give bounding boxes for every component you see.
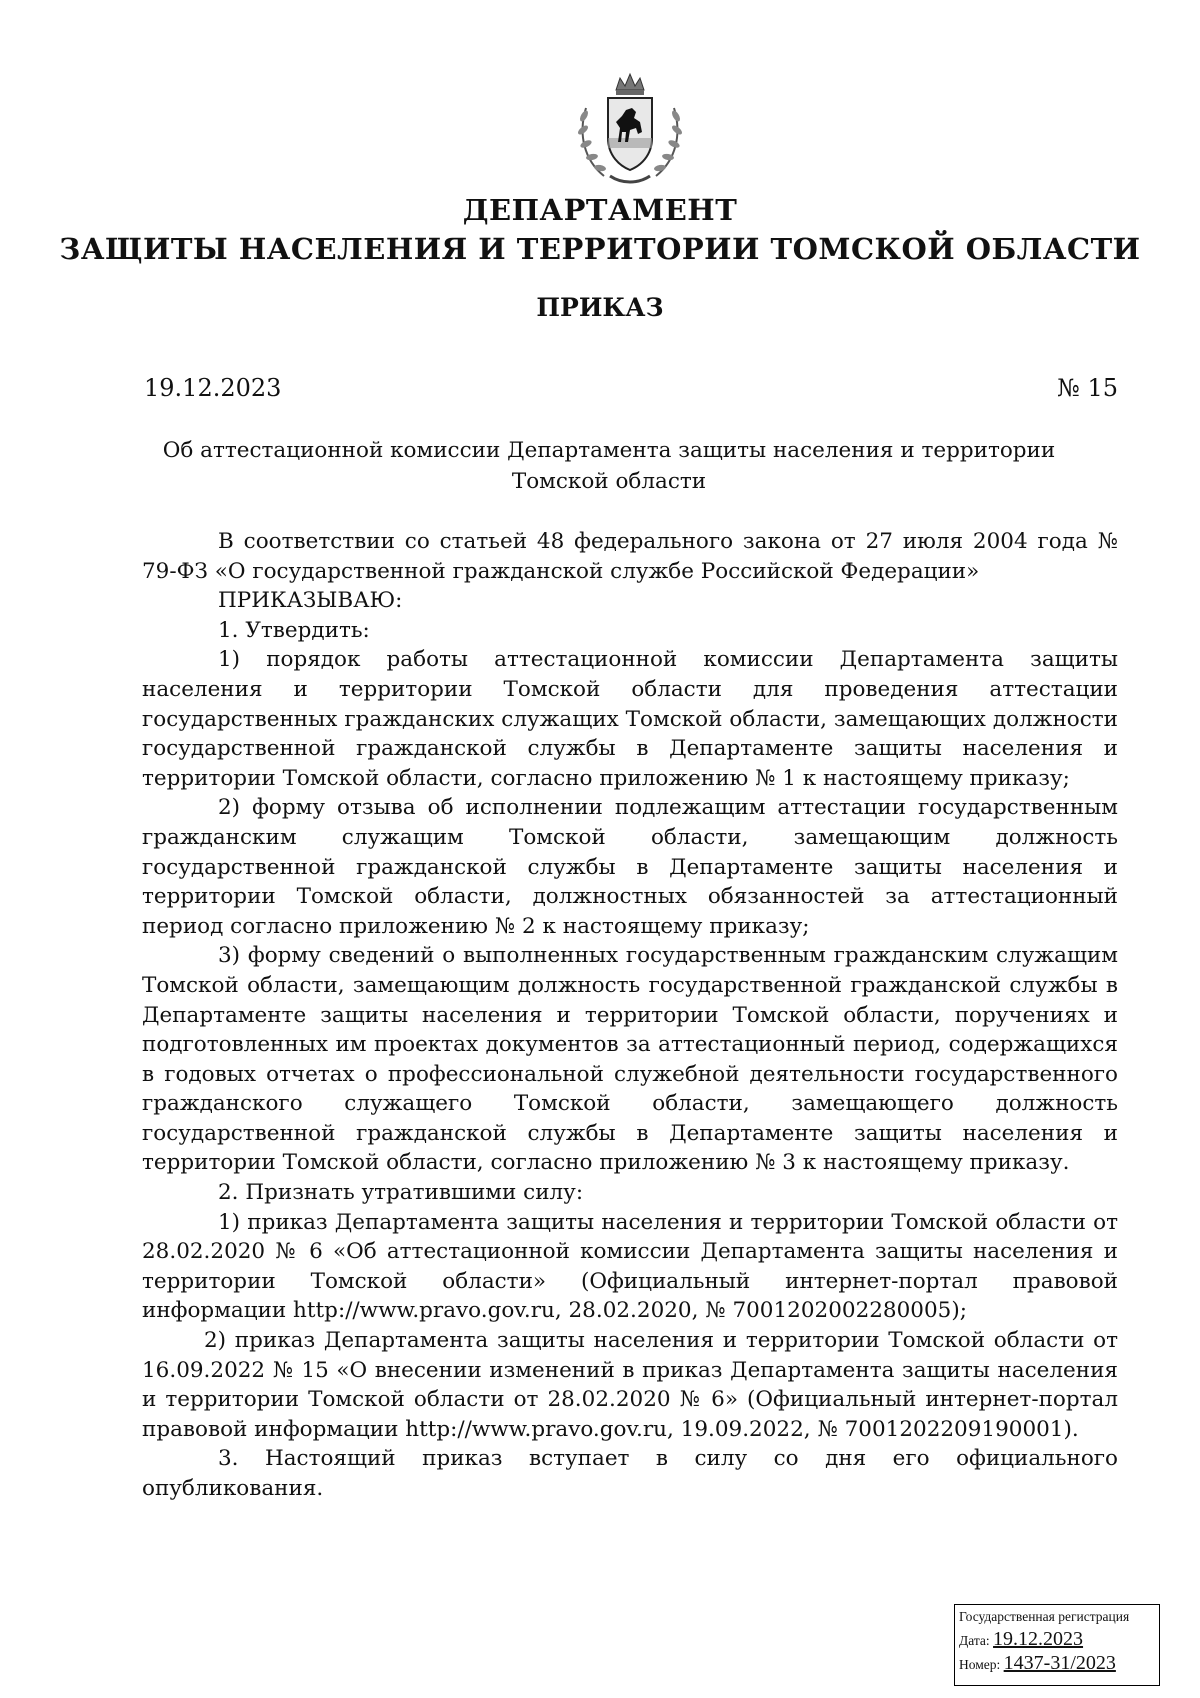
order-date: 19.12.2023 [144, 374, 282, 402]
order-directive: ПРИКАЗЫВАЮ: [218, 588, 403, 614]
department-name-line1: ДЕПАРТАМЕНТ [462, 193, 738, 227]
document-type-title: ПРИКАЗ [536, 293, 664, 322]
order-subject: Об аттестационной комиссии Департамента защиты населения и территории Томской области [162, 438, 1056, 494]
stamp-number-row [959, 1649, 1155, 1677]
registration-stamp [954, 1604, 1160, 1686]
stamp-date-value: 19.12.2023 [993, 1628, 1084, 1650]
stamp-caption: Государственная регистрация [959, 1609, 1130, 1624]
stamp-number-label: Номер: [959, 1657, 1001, 1672]
clause-3: 3. Настоящий приказ вступает в силу со дня его официального опубликования. [142, 1446, 1118, 1501]
clause-2-item-1: 1) приказ Департамента защиты населения и территории Томской области от 28.02.2020 № 6 «Об аттестационной комиссии Департамента защиты населения и территории Томской области» (Официальный интернет-портал правовой информации http://www.pravo.gov.ru, 28.02.2020, № 7001202002280005); [142, 1209, 1118, 1324]
tomsk-oblast-coat-of-arms-icon [570, 72, 690, 188]
preamble-paragraph: В соответствии со статьей 48 федерального закона от 27 июля 2004 года № 79-ФЗ «О государственной гражданской службе Российской Федерации» [142, 529, 1118, 584]
clause-2-item-2: 2) приказ Департамента защиты населения и территории Томской области от 16.09.2022 № 15 «О внесении изменений в приказ Департамента защиты населения и территории Томской области от 28.02.2020 № 6» (Официальный интернет-портал правовой информации http://www.pravo.gov.ru, 19.09.2022, № 7001202209190001). [142, 1328, 1118, 1442]
clause-1-item-3: 3) форму сведений о выполненных государственным гражданским служащим Томской области, замещающим должность государственной гражданской службы в Департаменте защиты населения и территории Томской области, поручениях и подготовленных им проектах документов за аттестационный период, содержащихся в годовых отчетах о профессиональной служебной деятельности государственного гражданского служащего Томской области, замещающего должность государственной гражданской службы в Департаменте защиты населения и территории Томской области, согласно приложению № 3 к настоящему приказу. [142, 943, 1118, 1176]
order-body [142, 527, 1118, 1504]
clause-1-item-2: 2) форму отзыва об исполнении подлежащим аттестации государственным гражданским служащим Томской области, замещающим должность государственной гражданской службы в Департаменте защиты населения и территории Томской области, должностных обязанностей за аттестационный период согласно приложению № 2 к настоящему приказу; [142, 795, 1118, 939]
order-number: № 15 [1057, 374, 1118, 402]
clause-1-item-1: 1) порядок работы аттестационной комиссии Департамента защиты населения и территории Томской области для проведения аттестации государственных гражданских служащих Томской области, замещающих должности государственной гражданской службы в Департаменте защиты населения и территории Томской области, согласно приложению № 1 к настоящему приказу; [142, 647, 1118, 791]
clause-2: 2. Признать утратившими силу: [218, 1180, 584, 1206]
stamp-number-value: 1437-31/2023 [1003, 1652, 1116, 1674]
stamp-date-label: Дата: [959, 1633, 990, 1648]
department-name-line2: ЗАЩИТЫ НАСЕЛЕНИЯ И ТЕРРИТОРИИ ТОМСКОЙ ОБЛАСТИ [59, 232, 1141, 266]
clause-1: 1. Утвердить: [218, 617, 370, 643]
